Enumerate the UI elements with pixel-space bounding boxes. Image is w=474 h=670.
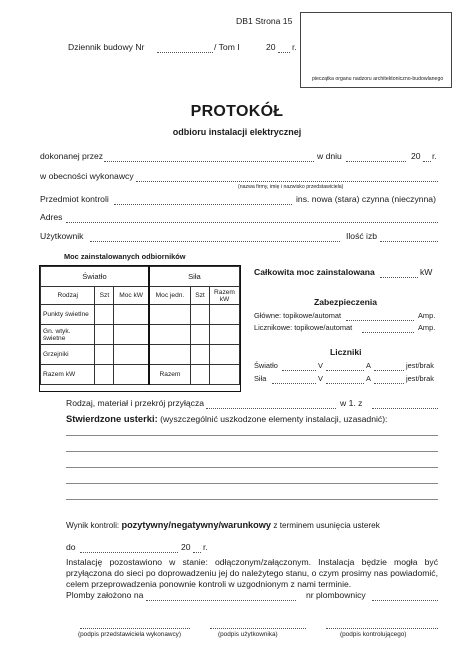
usterki-line-4[interactable] bbox=[66, 483, 438, 484]
year-prefix-3: 20 bbox=[181, 542, 191, 552]
cell[interactable] bbox=[149, 305, 191, 325]
swiatlo-a-field[interactable] bbox=[374, 370, 404, 371]
wynik-prefix: Wynik kontroli: bbox=[66, 521, 120, 530]
usterki-line-1[interactable] bbox=[66, 435, 438, 436]
glowne-label: Główne: topikowe/automat bbox=[254, 311, 342, 320]
col-moc-jedn: Moc jedn. bbox=[149, 287, 191, 305]
page-title: PROTOKÓŁ bbox=[190, 103, 284, 120]
wynik-line bbox=[66, 520, 380, 530]
calkowita-field[interactable] bbox=[380, 277, 418, 278]
cell[interactable] bbox=[114, 345, 149, 365]
dokonanej-przez-label: dokonanej przez bbox=[40, 151, 104, 161]
amp-unit-1: Amp. bbox=[418, 311, 436, 320]
przylacze-field[interactable] bbox=[206, 408, 336, 409]
swiatlo-field[interactable] bbox=[282, 370, 316, 371]
zabezpieczenia-heading: Zabezpieczenia bbox=[314, 297, 378, 307]
uzytkownik-field[interactable] bbox=[90, 241, 340, 242]
sila-label: Siła bbox=[254, 374, 267, 383]
przylacze-label: Rodzaj, materiał i przekrój przyłącza bbox=[66, 398, 205, 408]
col-razem-kw: Razem kW bbox=[209, 287, 239, 305]
stan-paragraph: Instalację pozostawiono w stanie: odłączonym/załączonym. Instalacja będzie mogła być przyłączona do sieci po doprowadzeniu jej do należytego stanu, o czym prosimy nas powiadomić, celem przeprowadzenia ponownie kontroli w uzgodnionym z nami terminie. bbox=[66, 557, 438, 589]
signature-caption-kontrolujacy: (podpis kontrolującego) bbox=[340, 631, 407, 638]
usterki-line bbox=[66, 413, 387, 424]
glowne-field[interactable] bbox=[346, 320, 414, 321]
ilosc-izb-field[interactable] bbox=[380, 241, 438, 242]
year-suffix-2: r. bbox=[432, 151, 437, 161]
year-field-2[interactable] bbox=[423, 161, 431, 162]
usterki-line-5[interactable] bbox=[66, 499, 438, 500]
do-label: do bbox=[66, 542, 76, 552]
cell[interactable] bbox=[191, 305, 210, 325]
przedmiot-field[interactable] bbox=[114, 204, 292, 205]
date-field[interactable] bbox=[346, 161, 406, 162]
cell[interactable] bbox=[114, 305, 149, 325]
cell[interactable] bbox=[209, 345, 239, 365]
signature-caption-wykonawca: (podpis przedstawiciela wykonawcy) bbox=[78, 631, 182, 638]
nazwa-firmy-hint: (nazwa firmy, imię i nazwisko przedstawiciela) bbox=[238, 184, 344, 190]
row-grzejniki: Grzejniki bbox=[41, 345, 95, 365]
row-razem-kw: Razem kW bbox=[41, 365, 95, 385]
page-subtitle: odbioru instalacji elektrycznej bbox=[172, 127, 302, 137]
moc-table bbox=[40, 266, 240, 385]
row-punkty-swietlne: Punkty świetlne bbox=[41, 305, 95, 325]
moc-heading: Moc zainstalowanych odbiorników bbox=[64, 252, 186, 261]
stamp-caption: pieczątka organu nadzoru architektoniczno-budowlanego bbox=[312, 76, 444, 82]
tom-label: / Tom I bbox=[214, 42, 240, 52]
col-szt: Szt bbox=[95, 287, 114, 305]
cell[interactable] bbox=[149, 345, 191, 365]
plombownica-field[interactable] bbox=[372, 600, 438, 601]
w1z-label: w 1. z bbox=[340, 398, 363, 408]
termin-field[interactable] bbox=[80, 552, 178, 553]
plomby-label: Plomby założono na bbox=[66, 590, 144, 600]
licznikowe-field[interactable] bbox=[362, 332, 414, 333]
usterki-line-2[interactable] bbox=[66, 451, 438, 452]
dziennik-label: Dziennik budowy Nr bbox=[68, 42, 145, 52]
year-prefix-2: 20 bbox=[411, 151, 421, 161]
wynik-options[interactable]: pozytywny/negatywny/warunkowy bbox=[121, 520, 272, 530]
sila-a-field[interactable] bbox=[374, 383, 404, 384]
year-prefix: 20 bbox=[266, 42, 276, 52]
swiatlo-v-field[interactable] bbox=[326, 370, 364, 371]
v-unit-2: V bbox=[318, 374, 323, 383]
liczniki-heading: Liczniki bbox=[330, 347, 362, 357]
ins-nowa-label: ins. nowa (stara) czynna (nieczynna) bbox=[296, 194, 436, 204]
col-szt-2: Szt bbox=[191, 287, 210, 305]
v-unit-1: V bbox=[318, 361, 323, 370]
cell[interactable] bbox=[209, 365, 239, 385]
col-rodzaj: Rodzaj bbox=[41, 287, 95, 305]
signature-line-uzytkownik[interactable] bbox=[210, 628, 306, 629]
year-suffix: r. bbox=[292, 42, 297, 52]
document-code: DB1 Strona 15 bbox=[236, 16, 293, 26]
w1z-field[interactable] bbox=[372, 408, 438, 409]
sila-v-field[interactable] bbox=[326, 383, 364, 384]
cell[interactable] bbox=[191, 365, 210, 385]
cell[interactable] bbox=[95, 305, 114, 325]
licznikowe-label: Licznikowe: topikowe/automat bbox=[254, 323, 353, 332]
a-unit-1: A bbox=[366, 361, 371, 370]
dokonanej-przez-field[interactable] bbox=[104, 161, 314, 162]
cell[interactable] bbox=[209, 325, 239, 345]
usterki-hint: (wyszczególnić uszkodzone elementy instalacji, uzasadnić): bbox=[160, 414, 388, 424]
kw-unit: kW bbox=[420, 267, 433, 277]
ilosc-izb-label: Ilość izb bbox=[346, 231, 378, 241]
sila-field[interactable] bbox=[272, 383, 316, 384]
calkowita-label: Całkowita moc zainstalowana bbox=[254, 267, 375, 277]
cell[interactable] bbox=[209, 305, 239, 325]
col-moc-kw: Moc kW bbox=[114, 287, 149, 305]
cell[interactable] bbox=[95, 325, 114, 345]
group-sila: Siła bbox=[149, 267, 240, 287]
plombownica-label: nr plombownicy bbox=[306, 590, 366, 600]
signature-line-kontrolujacy[interactable] bbox=[326, 628, 438, 629]
wykonawca-field[interactable] bbox=[136, 181, 438, 182]
header-year-field[interactable] bbox=[278, 52, 290, 53]
w-dniu-label: w dniu bbox=[317, 151, 342, 161]
adres-field[interactable] bbox=[66, 222, 438, 223]
a-unit-2: A bbox=[366, 374, 371, 383]
group-swiatlo: Światło bbox=[41, 267, 149, 287]
dziennik-number-field[interactable] bbox=[157, 52, 213, 53]
cell[interactable] bbox=[191, 325, 210, 345]
row-gn-wtyk: Gn. wtyk. świetne bbox=[41, 325, 95, 345]
adres-label: Adres bbox=[40, 212, 63, 222]
cell[interactable] bbox=[191, 345, 210, 365]
signature-caption-uzytkownik: (podpis użytkownika) bbox=[218, 631, 278, 638]
usterki-heading: Stwierdzone usterki: bbox=[66, 413, 158, 424]
usterki-line-3[interactable] bbox=[66, 467, 438, 468]
w-obecnosci-label: w obecności wykonawcy bbox=[40, 171, 134, 181]
amp-unit-2: Amp. bbox=[418, 323, 436, 332]
year-suffix-3: r. bbox=[203, 542, 208, 552]
row-razem: Razem bbox=[149, 365, 191, 385]
cell[interactable] bbox=[114, 325, 149, 345]
swiatlo-label: Światło bbox=[254, 361, 278, 370]
przedmiot-label: Przedmiot kontroli bbox=[40, 194, 109, 204]
jest-brak-2: jest/brak bbox=[406, 374, 434, 383]
plomby-field[interactable] bbox=[146, 600, 296, 601]
signature-line-wykonawca[interactable] bbox=[80, 628, 190, 629]
year-field-3[interactable] bbox=[193, 552, 201, 553]
jest-brak-1: jest/brak bbox=[406, 361, 434, 370]
cell[interactable] bbox=[149, 325, 191, 345]
cell[interactable] bbox=[95, 365, 114, 385]
uzytkownik-label: Użytkownik bbox=[40, 231, 84, 241]
wynik-suffix: z terminem usunięcia usterek bbox=[273, 521, 380, 530]
cell[interactable] bbox=[95, 345, 114, 365]
cell[interactable] bbox=[114, 365, 149, 385]
